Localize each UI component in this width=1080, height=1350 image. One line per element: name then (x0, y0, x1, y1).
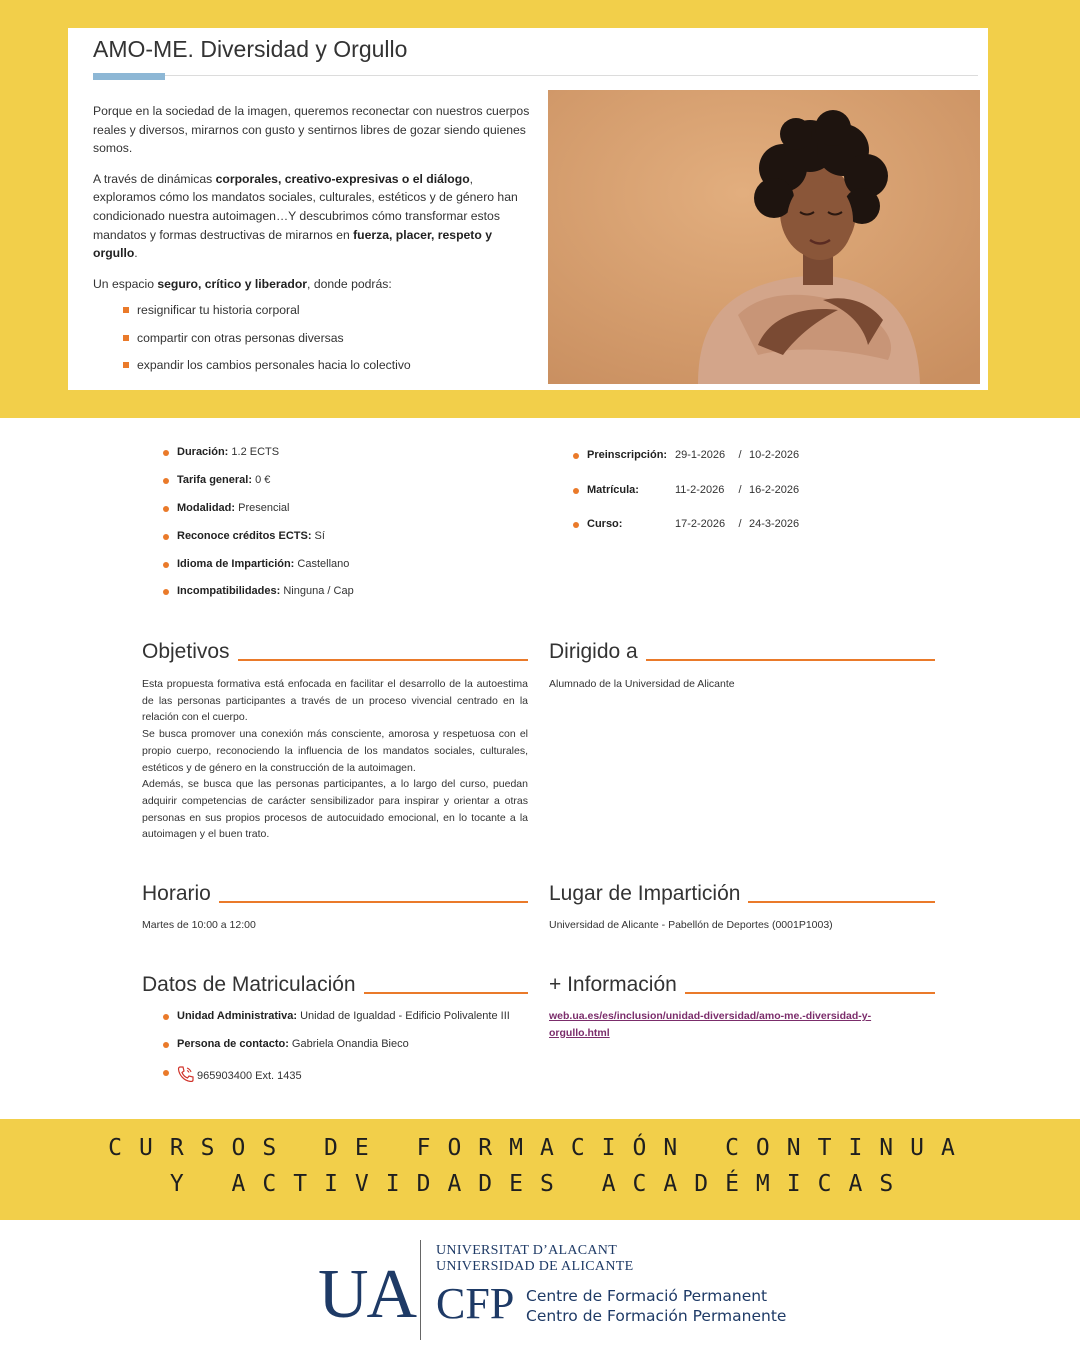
course-info-link[interactable] (549, 1008, 871, 1041)
detail-value: Castellano (297, 557, 350, 570)
phone-number: 965903400 Ext. 1435 (197, 1070, 302, 1082)
detail-duracion (163, 446, 354, 474)
date-label: Curso: (587, 518, 623, 530)
section-rule (646, 659, 935, 661)
detail-value: 0 € (255, 473, 271, 486)
list-item: resignificar tu historia corporal (123, 301, 533, 329)
ua-logo-text: UA (318, 1256, 416, 1333)
course-title: AMO-ME. Diversidad y Orgullo (93, 36, 408, 62)
course-description (93, 102, 533, 384)
horario-header (142, 876, 528, 906)
date-label: Preinscripción: (587, 449, 668, 461)
date-separator: / (738, 483, 742, 496)
intro-2-bold-b: fuerza, placer, respeto y orgullo (93, 227, 492, 261)
title-divider (93, 75, 978, 76)
date-label: Matrícula: (587, 483, 639, 496)
section-rule (748, 901, 935, 903)
dirigido-body: Alumnado de la Universidad de Alicante (549, 678, 735, 690)
logo-divider (420, 1240, 421, 1340)
detail-value: Presencial (238, 501, 290, 514)
detail-modalidad (163, 502, 354, 530)
matriculacion-header (142, 967, 528, 997)
objetivos-paragraph: Además, se busca que las personas participantes, a lo largo del curso, puedan adquirir competencias de carácter sensibilizador para inspirar y orientar a otras personas en sus propios procesos de autocuidado emocional, en lo tocante a la autoimagen y el buen trato. (142, 778, 528, 841)
date-curso (573, 518, 799, 553)
link-text-line2[interactable]: orgullo.html (549, 1026, 610, 1039)
section-rule (685, 992, 935, 994)
date-preinscripcion (573, 449, 799, 484)
matriculacion-list (163, 1010, 510, 1094)
objetivos-body (142, 676, 528, 843)
detail-incompatibilidades (163, 585, 354, 613)
detail-value: Unidad de Igualdad - Edificio Polivalente III (300, 1010, 510, 1022)
intro-paragraph-2 (93, 170, 533, 263)
section-title: Datos de Matriculación (142, 973, 356, 996)
detail-value: 1.2 ECTS (231, 446, 280, 458)
lugar-body: Universidad de Alicante - Pabellón de Deportes (0001P1003) (549, 919, 833, 931)
detail-label: Modalidad: (177, 501, 236, 514)
section-title: Lugar de Impartición (549, 882, 741, 905)
link-text-line1[interactable]: web.ua.es/es/inclusion/unidad-diversidad/amo-me.-diversidad-y- (549, 1010, 872, 1022)
university-name (436, 1243, 633, 1275)
detail-creditos (163, 530, 354, 558)
objetivos-paragraph: Esta propuesta formativa está enfocada en facilitar el desarrollo de la autoestima de las personas participantes a través de un proceso vivencial centrado en la relación con el cuerpo. (142, 678, 528, 724)
banner-line-2: Y ACTIVIDADES ACADÉMICAS (169, 1171, 911, 1197)
intro-3-text-a: Un espacio (93, 276, 158, 291)
centre-name-ca: Centre de Formació Permanent (526, 1287, 768, 1305)
section-rule (364, 992, 528, 994)
detail-label: Tarifa general: (177, 473, 252, 486)
date-separator: / (738, 449, 742, 461)
intro-2-text-a: A través de dinámicas (93, 171, 216, 186)
phone-icon (177, 1066, 195, 1085)
list-item: compartir con otras personas diversas (123, 329, 533, 357)
person-hugging-self-illustration (548, 90, 980, 384)
section-title: + Información (549, 973, 677, 996)
detail-value: Gabriela Onandia Bieco (291, 1038, 409, 1050)
course-card (68, 28, 988, 390)
list-item: expandir los cambios personales hacia lo colectivo (123, 356, 533, 384)
detail-label: Duración: (177, 446, 229, 458)
date-start: 29-1-2026 (675, 449, 726, 461)
lugar-header (549, 876, 935, 906)
university-name-es: UNIVERSIDAD DE ALICANTE (436, 1259, 634, 1274)
telefono (163, 1066, 510, 1094)
date-end: 16-2-2026 (749, 483, 800, 496)
detail-label: Persona de contacto: (177, 1038, 289, 1050)
detail-idioma (163, 558, 354, 586)
centre-name (526, 1286, 786, 1326)
date-start: 11-2-2026 (675, 483, 725, 496)
section-title: Horario (142, 882, 211, 905)
section-rule (219, 901, 528, 903)
title-accent-bar (93, 73, 165, 80)
detail-label: Idioma de Impartición: (177, 557, 295, 570)
objetivos-paragraph: Se busca promover una conexión más consciente, amorosa y respetuosa con el propio cuerpo, reconociendo la influencia de los mandatos sociales, culturales, estéticos y de género en la construcción de la autoimagen. (142, 728, 528, 774)
detail-tarifa (163, 474, 354, 502)
section-title: Dirigido a (549, 640, 638, 663)
intro-3-text-b: , donde podrás: (307, 276, 392, 291)
detail-value: Ninguna / Cap (283, 585, 354, 598)
intro-paragraph-1: Porque en la sociedad de la imagen, queremos reconectar con nuestros cuerpos reales y diversos, mirarnos con gusto y sentirnos libres de gozar siendo quienes somos. (93, 104, 530, 156)
section-rule (238, 659, 528, 661)
persona-contacto (163, 1038, 510, 1066)
intro-3-bold: seguro, crítico y liberador (157, 276, 308, 291)
intro-2-bold-a: corporales, creativo-expresivas o el diálogo (215, 171, 470, 186)
centre-name-es: Centro de Formación Permanente (526, 1307, 787, 1325)
course-details-list (163, 446, 354, 613)
detail-label: Reconoce créditos ECTS: (177, 529, 312, 542)
objetivos-header (142, 634, 528, 664)
course-dates-list (573, 449, 799, 553)
bottom-banner (0, 1119, 1080, 1220)
detail-value: Sí (314, 529, 325, 542)
detail-label: Incompatibilidades: (177, 585, 281, 598)
intro-2-text-b: , exploramos cómo los mandatos sociales, culturales, estéticos y de género han condicionado nuestra autoimagen…Y descubrimos cómo transformar estos mandatos y formas destructivas de mirarnos en (93, 171, 518, 242)
intro-paragraph-3 (93, 275, 533, 294)
section-title: Objetivos (142, 640, 230, 663)
horario-body: Martes de 10:00 a 12:00 (142, 919, 256, 931)
detail-label: Unidad Administrativa: (177, 1010, 297, 1022)
benefits-list (123, 301, 533, 384)
unidad-administrativa (163, 1010, 510, 1038)
date-start: 17-2-2026 (675, 518, 726, 530)
hero-photo (548, 90, 980, 384)
university-name-ca: UNIVERSITAT D’ALACANT (436, 1243, 618, 1258)
banner-line-1: CURSOS DE FORMACIÓN CONTINUA (108, 1135, 972, 1161)
date-end: 24-3-2026 (749, 518, 800, 530)
mas-info-header (549, 967, 935, 997)
cfp-logo-text: CFP (436, 1279, 515, 1328)
dirigido-header (549, 634, 935, 664)
intro-2-text-c: . (134, 246, 138, 261)
date-end: 10-2-2026 (749, 449, 800, 461)
date-matricula (573, 484, 799, 519)
date-separator: / (738, 518, 742, 530)
